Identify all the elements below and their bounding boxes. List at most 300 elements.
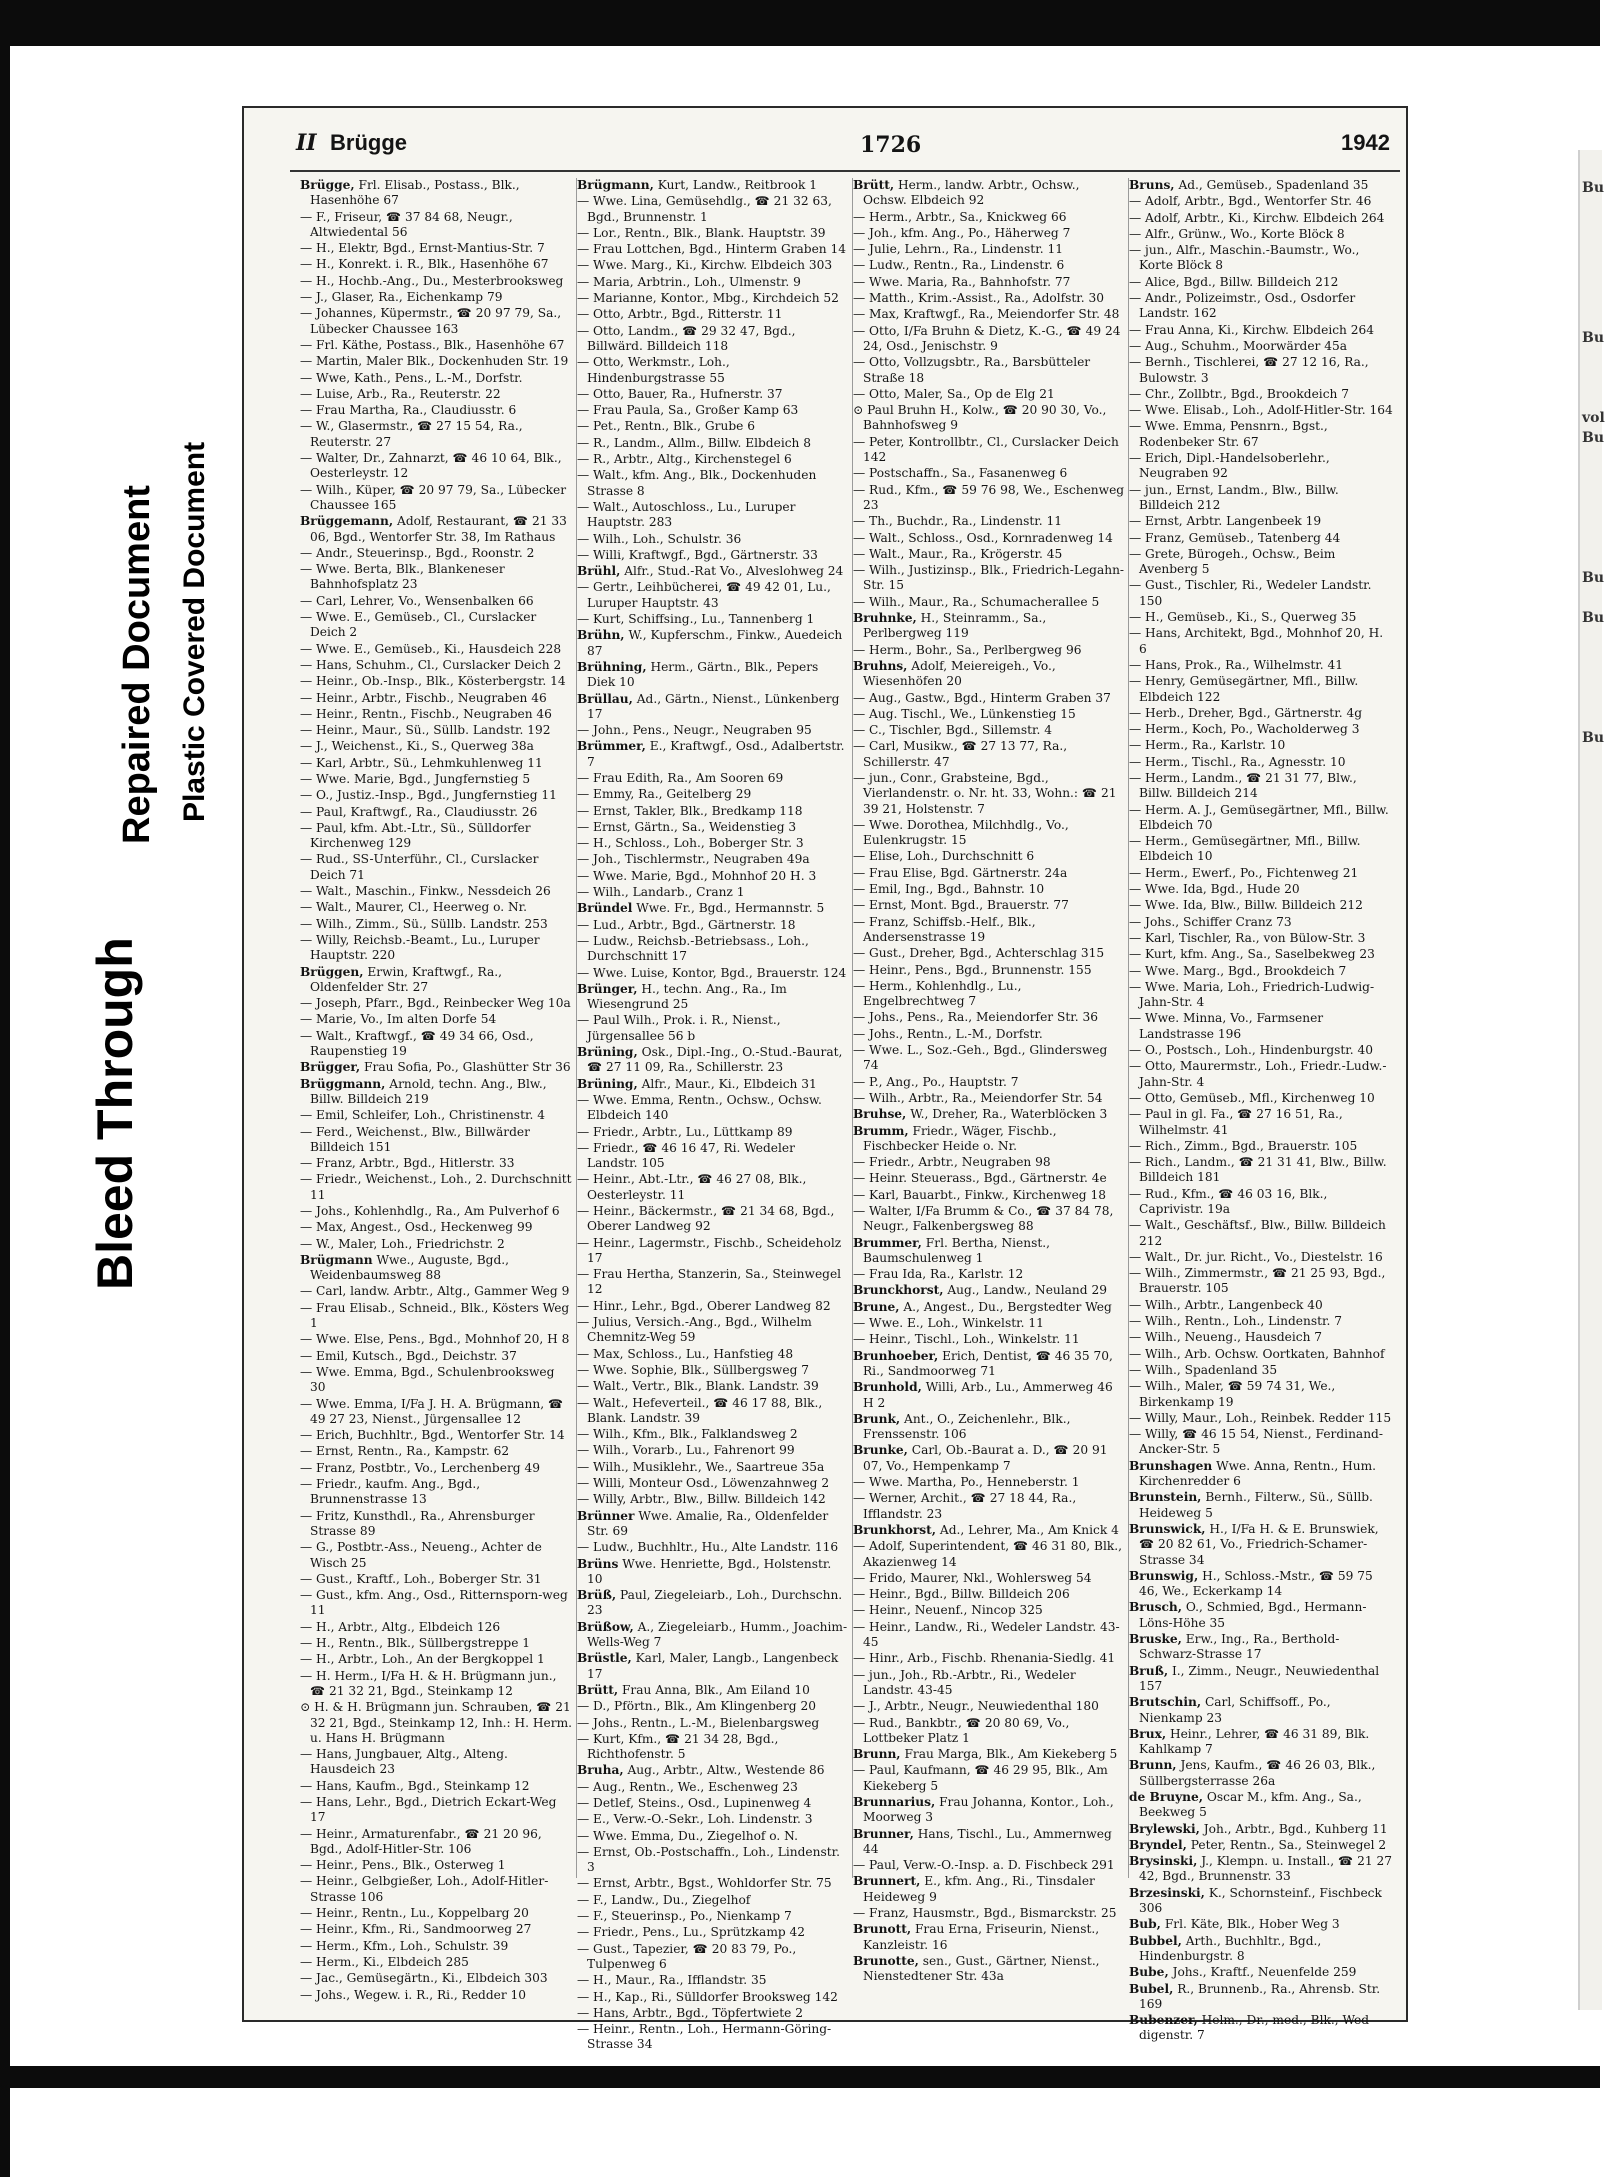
- entry-text: Wwe. Amalie, Ra., Oldenfelder Str. 69: [587, 1508, 829, 1538]
- directory-entry: [853, 1412, 1125, 1443]
- entry-text: — Hinr., Arb., Fischb. Rhenania-Siedlg. 41: [853, 1651, 1116, 1666]
- entry-text: — E., Verw.-O.-Sekr., Loh. Lindenstr. 3: [577, 1812, 813, 1827]
- entry-text: I., Zimm., Neugr., Neuwiedenthal 157: [1139, 1663, 1380, 1693]
- directory-entry: [853, 707, 1125, 722]
- entry-text: — H., Gemüseb., Ki., S., Querweg 35: [1129, 610, 1357, 625]
- directory-entry: [853, 355, 1125, 386]
- directory-entry: [853, 1699, 1125, 1714]
- entry-text: — Wilh., Zimmermstr., ☎ 21 25 93, Bgd., Brauerstr. 105: [1129, 1266, 1386, 1296]
- directory-entry: [853, 531, 1125, 546]
- directory-entry: [1129, 1459, 1393, 1490]
- directory-entry: [853, 514, 1125, 529]
- label-bleed-through: Bleed Through: [87, 937, 143, 1290]
- entry-text: Joh., Arbtr., Bgd., Kuhberg 11: [1203, 1821, 1388, 1836]
- entry-text: — Franz, Arbtr., Bgd., Hitlerstr. 33: [300, 1156, 515, 1171]
- entry-text: — Wilh., Maur., Ra., Schumacherallee 5: [853, 594, 1100, 609]
- directory-entry: [577, 1443, 849, 1458]
- directory-entry: [300, 419, 572, 450]
- entry-text: — Wwe. Marg., Ki., Kirchw. Elbdeich 303: [577, 258, 833, 273]
- directory-entry: [577, 739, 849, 770]
- directory-entry: [1129, 1218, 1393, 1249]
- entry-surname: Brüstle,: [577, 1651, 632, 1666]
- directory-entry: [853, 1188, 1125, 1203]
- directory-entry: [577, 1363, 849, 1378]
- entry-text: — Emil, Kutsch., Bgd., Deichstr. 37: [300, 1348, 517, 1363]
- entry-text: — Wwe. Martha, Po., Henneberstr. 1: [853, 1475, 1080, 1490]
- entry-text: — Walt., Maschin., Finkw., Nessdeich 26: [300, 884, 551, 899]
- directory-entry: [853, 1107, 1125, 1122]
- entry-text: — Wilh., Vorarb., Lu., Fahrenort 99: [577, 1443, 795, 1458]
- entry-text: — Wwe. E., Gemüseb., Cl., Curslacker Deich 2: [300, 610, 537, 640]
- entry-text: — Andr., Polizeimstr., Osd., Osdorfer Landstr. 162: [1129, 291, 1356, 321]
- entry-surname: Brumm,: [853, 1123, 909, 1138]
- entry-text: H., Steinramm., Sa., Perlbergweg 119: [863, 611, 1047, 641]
- entry-text: — Otto, Bauer, Ra., Hufnerstr. 37: [577, 386, 783, 401]
- directory-entry: [853, 1380, 1125, 1411]
- entry-text: A., Ziegeleiarb., Humm., Joachim-Wells-Weg 7: [587, 1619, 848, 1650]
- entry-text: ⊙ Paul Bruhn H., Kolw., ☎ 20 90 30, Vo., Bahnhofsweg 9: [853, 403, 1107, 433]
- directory-entry: [1129, 755, 1393, 770]
- directory-entry: [300, 1922, 572, 1937]
- entry-text: — Ludw., Buchhltr., Hu., Alte Landstr. 116: [577, 1540, 839, 1555]
- directory-entry: [300, 1620, 572, 1635]
- directory-entry: [853, 691, 1125, 706]
- entry-text: — Alice, Bgd., Billw. Billdeich 212: [1129, 274, 1339, 289]
- entry-text: — Peter, Kontrollbtr., Cl., Curslacker Deich 142: [853, 434, 1119, 465]
- directory-entry: [1129, 980, 1393, 1011]
- directory-entry: [1129, 1727, 1393, 1758]
- directory-entry: [1129, 323, 1393, 338]
- entry-text: — Willi, Monteur Osd., Löwenzahnweg 2: [577, 1476, 830, 1491]
- entry-text: sen., Gust., Gärtner, Nienst., Nienstedtener Str. 43a: [863, 1953, 1100, 1984]
- directory-entry: [577, 1125, 849, 1140]
- entry-text: — P., Ang., Po., Hauptstr. 7: [853, 1074, 1019, 1089]
- entry-text: — Kurt, Schiffsing., Lu., Tannenberg 1: [577, 612, 815, 627]
- entry-surname: Brummer,: [853, 1235, 922, 1250]
- directory-entry: [300, 257, 572, 272]
- entry-text: Johs., Kraftf., Neuenfelde 259: [1172, 1965, 1357, 1980]
- directory-entry: [853, 1091, 1125, 1106]
- entry-text: — J., Weichenst., Ki., S., Querweg 38a: [300, 739, 534, 754]
- directory-entry: [853, 1906, 1125, 1921]
- directory-entry: [1129, 722, 1393, 737]
- entry-text: — Wwe. E., Gemüseb., Ki., Hausdeich 228: [300, 641, 562, 656]
- entry-text: — Gust., Tischler, Ri., Wedeler Landstr. 150: [1129, 578, 1372, 608]
- entry-text: — Kurt, Kfm., ☎ 21 34 28, Bgd., Richthofenstr. 5: [577, 1731, 779, 1762]
- directory-entry: [300, 1588, 572, 1619]
- entry-text: — Julius, Versich.-Ang., Bgd., Wilhelm Chemnitz-Weg 59: [577, 1315, 812, 1345]
- directory-entry: [300, 1955, 572, 1970]
- entry-surname: Brunn,: [1129, 1758, 1177, 1773]
- entry-text: Peter, Rentn., Sa., Steinwegel 2: [1190, 1837, 1387, 1852]
- directory-entry: [577, 178, 849, 193]
- entry-text: — Herm. A. J., Gemüsegärtner, Mfl., Billw. Elbdeich 70: [1129, 802, 1389, 832]
- entry-text: — Friedr., Pens., Lu., Sprützkamp 42: [577, 1925, 806, 1940]
- entry-text: — Gust., kfm. Ang., Osd., Ritternsporn-weg 11: [300, 1588, 568, 1618]
- directory-entry: [300, 1988, 572, 2003]
- entry-text: — Wwe. Dorothea, Milchhdlg., Vo., Eulenkrugstr. 15: [853, 817, 1069, 848]
- entry-text: — Wwe. Marg., Bgd., Brookdeich 7: [1129, 963, 1347, 978]
- entry-text: — Rud., Kfm., ☎ 59 76 98, We., Eschenweg 23: [853, 482, 1125, 512]
- directory-entry: [300, 821, 572, 852]
- neighbor-mark: Bu: [1582, 180, 1605, 196]
- entry-text: — Heinr., Arbtr., Fischb., Neugraben 46: [300, 690, 547, 705]
- entry-text: — Gust., Kraftf., Loh., Boberger Str. 31: [300, 1571, 542, 1586]
- directory-entry: [300, 371, 572, 386]
- directory-entry: [1129, 738, 1393, 753]
- directory-entry: [1129, 547, 1393, 578]
- entry-text: H., Schloss.-Mstr., ☎ 59 75 46, We., Eckerkamp 14: [1139, 1568, 1373, 1599]
- directory-entry: [577, 355, 849, 386]
- entry-text: — F., Steuerinsp., Po., Nienkamp 7: [577, 1909, 792, 1924]
- directory-entry: [1129, 1965, 1393, 1980]
- directory-entry: [300, 210, 572, 241]
- entry-text: — Wilh., Maler, ☎ 59 74 31, We., Birkenkamp 19: [1129, 1379, 1336, 1409]
- directory-entry: [300, 1349, 572, 1364]
- entry-text: — Heinr., Gelbgießer, Loh., Adolf-Hitler-Strasse 106: [300, 1874, 549, 1904]
- entry-text: — Hans, Schuhm., Cl., Curslacker Deich 2: [300, 657, 562, 672]
- entry-text: — F., Landw., Du., Ziegelhof: [577, 1892, 751, 1907]
- entry-text: Frau Johanna, Kontor., Loh., Moorweg 3: [863, 1794, 1114, 1825]
- directory-entry: [577, 1990, 849, 2005]
- directory-entry: [300, 1477, 572, 1508]
- entry-text: — Herm., Ra., Karlstr. 10: [1129, 738, 1286, 753]
- entry-text: Ad., Lehrer, Ma., Am Knick 4: [939, 1522, 1119, 1537]
- entry-text: Osk., Dipl.-Ing., O.-Stud.-Baurat, ☎ 27 11 09, Ra., Schillerstr. 23: [587, 1045, 843, 1075]
- directory-entry: [853, 849, 1125, 864]
- directory-entry: [1129, 355, 1393, 386]
- entry-text: — Walt., Vertr., Blk., Blank. Landstr. 39: [577, 1379, 819, 1394]
- neighbor-mark: Bu: [1582, 430, 1605, 446]
- directory-entry: [577, 1829, 849, 1844]
- entry-surname: Bubbel,: [1129, 1933, 1182, 1948]
- directory-entry: [853, 275, 1125, 290]
- entry-text: — Wwe. Else, Pens., Bgd., Mohnhof 20, H 8: [300, 1332, 570, 1347]
- directory-entry: [577, 966, 849, 981]
- entry-text: — Luise, Arb., Ra., Reuterstr. 22: [300, 386, 501, 401]
- entry-text: Aug., Arbtr., Altw., Westende 86: [627, 1763, 825, 1778]
- entry-text: Kurt, Landw., Reitbrook 1: [657, 178, 818, 192]
- entry-surname: Brunke,: [853, 1443, 908, 1458]
- entry-text: — Frl. Käthe, Postass., Blk., Hasenhöhe 67: [300, 337, 565, 352]
- scan-border-left: [0, 0, 10, 2177]
- directory-entry: [853, 178, 1125, 209]
- directory-entry: [577, 1077, 849, 1092]
- entry-text: — Heinr., Lagermstr., Fischb., Scheideholz 17: [577, 1235, 842, 1265]
- directory-entry: [1129, 1569, 1393, 1600]
- entry-surname: Brüggemann,: [300, 514, 394, 529]
- entry-surname: Bubenzer,: [1129, 2013, 1198, 2028]
- entry-text: — Frau Elise, Bgd. Gärtnerstr. 24a: [853, 865, 1068, 880]
- volume-number: II: [296, 130, 317, 156]
- directory-entry: [1129, 339, 1393, 354]
- entry-text: — H., Schloss., Loh., Boberger Str. 3: [577, 836, 804, 851]
- directory-entry: [577, 548, 849, 563]
- entry-text: — Hinr., Lehr., Bgd., Oberer Landweg 82: [577, 1298, 831, 1313]
- directory-entry: [577, 1172, 849, 1203]
- entry-text: Alfr., Stud.-Rat Vo., Alveslohweg 24: [624, 564, 844, 579]
- directory-entry: [1129, 882, 1393, 897]
- entry-text: — Otto, Arbtr., Bgd., Ritterstr. 11: [577, 307, 783, 322]
- entry-surname: Brux,: [1129, 1726, 1167, 1741]
- entry-surname: Bruhnke,: [853, 611, 917, 626]
- directory-entry: [853, 466, 1125, 481]
- entry-text: — Wilh., Arbtr., Ra., Meiendorfer Str. 54: [853, 1090, 1103, 1105]
- directory-entry: [300, 1237, 572, 1252]
- directory-entry: [1129, 1155, 1393, 1186]
- directory-entry: [577, 324, 849, 355]
- entry-text: — Paul, Verw.-O.-Insp. a. D. Fischbeck 291: [853, 1858, 1115, 1873]
- directory-entry: [577, 934, 849, 965]
- entry-text: — Herm., Tischl., Ra., Agnesstr. 10: [1129, 754, 1346, 769]
- entry-surname: Brügger,: [300, 1060, 361, 1075]
- directory-entry: [577, 436, 849, 451]
- directory-entry: [853, 403, 1125, 434]
- directory-entry: [1129, 514, 1393, 529]
- entry-text: Helm., Dr., med., Blk., Wed digenstr. 7: [1139, 2013, 1370, 2043]
- directory-entry: [300, 658, 572, 673]
- directory-entry: [577, 500, 849, 531]
- entry-text: — Joh., kfm. Ang., Po., Häherweg 7: [853, 225, 1071, 240]
- entry-text: — Wwe. Marie, Bgd., Jungfernstieg 5: [300, 771, 531, 786]
- entry-text: — Lor., Rentn., Blk., Blank. Hauptstr. 39: [577, 225, 826, 240]
- directory-entry: [853, 946, 1125, 961]
- entry-text: — Otto, Maler, Sa., Op de Elg 21: [853, 386, 1055, 401]
- directory-entry: [300, 451, 572, 482]
- directory-entry: [1129, 1330, 1393, 1345]
- entry-text: — Maria, Arbtrin., Loh., Ulmenstr. 9: [577, 274, 801, 289]
- entry-text: — W., Glasermstr., ☎ 27 15 54, Ra., Reuterstr. 27: [300, 419, 523, 449]
- entry-text: — Willy, Reichsb.-Beamt., Lu., Luruper Hauptstr. 220: [300, 932, 540, 963]
- directory-entry: [300, 241, 572, 256]
- directory-entry: [853, 1874, 1125, 1905]
- entry-text: Heinr., Lehrer, ☎ 46 31 89, Blk. Kahlkamp 7: [1139, 1726, 1370, 1757]
- entry-text: — Wilh., Landarb., Cranz 1: [577, 885, 745, 900]
- directory-entry: [853, 723, 1125, 738]
- directory-entry: [853, 1922, 1125, 1953]
- directory-entry: [1129, 1522, 1393, 1568]
- directory-entry: [300, 1204, 572, 1219]
- page-header: [290, 130, 1400, 172]
- entry-text: W., Dreher, Ra., Waterblöcken 3: [910, 1107, 1108, 1122]
- directory-entry: [1129, 1632, 1393, 1663]
- entry-text: — Th., Buchdr., Ra., Lindenstr. 11: [853, 514, 1062, 529]
- directory-entry: [577, 1045, 849, 1076]
- entry-text: Oscar M., kfm. Ang., Sa., Beekweg 5: [1139, 1789, 1362, 1820]
- entry-text: — jun., Ernst, Landm., Blw., Billw. Billdeich 212: [1129, 482, 1339, 512]
- entry-text: — D., Pförtn., Blk., Am Klingenberg 20: [577, 1699, 816, 1714]
- directory-entry: [577, 771, 849, 786]
- directory-entry: [1129, 578, 1393, 609]
- entry-text: — Frau Martha, Ra., Claudiusstr. 6: [300, 403, 517, 418]
- entry-text: — Frau Edith, Ra., Am Sooren 69: [577, 770, 784, 785]
- entry-text: — Henry, Gemüsegärtner, Mfl., Billw. Elbdeich 122: [1129, 674, 1359, 704]
- entry-text: — Johs., Kohlenhdlg., Ra., Am Pulverhof 6: [300, 1204, 560, 1218]
- entry-text: — Gertr., Leihbücherei, ☎ 49 42 01, Lu., Luruper Hauptstr. 43: [577, 580, 831, 610]
- entry-text: — Max, Schloss., Lu., Hanfstieg 48: [577, 1346, 794, 1361]
- entry-text: — Frido, Maurer, Nkl., Wohlersweg 54: [853, 1570, 1092, 1585]
- directory-entry: [577, 403, 849, 418]
- entry-text: — Ludw., Rentn., Ra., Lindenstr. 6: [853, 258, 1065, 273]
- directory-entry: [577, 1683, 849, 1698]
- entry-text: — Chr., Zollbtr., Bgd., Brookdeich 7: [1129, 386, 1349, 401]
- entry-text: — Friedr., Weichenst., Loh., 2. Durchschnitt 11: [300, 1172, 572, 1202]
- entry-text: Erwin, Kraftwgf., Ra., Oldenfelder Str. 27: [310, 964, 503, 994]
- entry-text: — Hans, Jungbauer, Altg., Alteng. Hausdeich 23: [300, 1747, 508, 1777]
- directory-entry: [853, 1587, 1125, 1602]
- directory-entry: [853, 1651, 1125, 1666]
- entry-text: — Willi, Kraftwgf., Bgd., Gärtnerstr. 33: [577, 547, 818, 562]
- directory-entry: [1129, 1822, 1393, 1837]
- entry-text: — Wwe. Emma, Du., Ziegelhof o. N.: [577, 1828, 798, 1843]
- directory-entry: [1129, 1347, 1393, 1362]
- entry-text: Erw., Ing., Ra., Berthold-Schwarz-Strasse 17: [1139, 1632, 1340, 1662]
- entry-text: — R., Arbtr., Altg., Kirchenstegel 6: [577, 452, 792, 467]
- directory-entry: [1129, 1059, 1393, 1090]
- neighbor-mark: Bu: [1582, 330, 1605, 346]
- entry-text: — H., Kap., Ri., Sülldorfer Brooksweg 142: [577, 1989, 838, 2004]
- entry-text: Alfr., Maur., Ki., Elbdeich 31: [641, 1076, 817, 1091]
- entry-text: Frau Anna, Blk., Am Eiland 10: [621, 1682, 810, 1697]
- directory-entry: [300, 306, 572, 337]
- entry-text: — Otto, Vollzugsbtr., Ra., Barsbütteler Straße 18: [853, 355, 1091, 385]
- directory-entry: [577, 1476, 849, 1491]
- entry-surname: Brysinski,: [1129, 1854, 1198, 1869]
- entry-text: — Wilh., Küper, ☎ 20 97 79, Sa., Lübecker Chaussee 165: [300, 482, 567, 512]
- entry-text: — Hans, Kaufm., Bgd., Steinkamp 12: [300, 1778, 530, 1793]
- entry-text: E., Kraftwgf., Osd., Adalbertstr. 7: [587, 739, 845, 769]
- directory-entry: [300, 1700, 572, 1746]
- directory-entry: [300, 852, 572, 883]
- directory-entry: [1129, 931, 1393, 946]
- directory-entry: [853, 1332, 1125, 1347]
- entry-surname: Brune,: [853, 1299, 900, 1314]
- entry-surname: Brunswick,: [1129, 1521, 1206, 1536]
- directory-entry: [853, 563, 1125, 594]
- entry-text: — Karl, Arbtr., Sü., Lehmkuhlenweg 11: [300, 755, 543, 770]
- entry-text: — Wwe. Lina, Gemüsehdlg., ☎ 21 32 63, Bgd., Brunnenstr. 1: [577, 194, 832, 224]
- directory-entry: [300, 1301, 572, 1332]
- directory-entry: [577, 1315, 849, 1346]
- entry-text: — Wwe. Maria, Loh., Friedrich-Ludwig-Jahn-Str. 4: [1129, 979, 1375, 1010]
- entry-text: — Heinr., Abt.-Ltr., ☎ 46 27 08, Blk., Oesterleystr. 11: [577, 1172, 807, 1202]
- entry-text: — Jac., Gemüsegärtn., Ki., Elbdeich 303: [300, 1971, 548, 1986]
- entry-text: — O., Justiz.-Insp., Bgd., Jungfernstieg 11: [300, 788, 557, 803]
- directory-entry: [577, 723, 849, 738]
- entry-text: — Max, Kraftwgf., Ra., Meiendorfer Str. 48: [853, 307, 1120, 322]
- entry-text: — Heinr., Pens., Blk., Osterweg 1: [300, 1858, 506, 1873]
- entry-text: — H., Arbtr., Loh., An der Bergkoppel 1: [300, 1652, 545, 1667]
- directory-entry: [853, 1300, 1125, 1315]
- entry-text: — Wwe. Ida, Blw., Billw. Billdeich 212: [1129, 898, 1363, 913]
- entry-text: — jun., Joh., Rb.-Arbtr., Ri., Wedeler Landstr. 43-45: [853, 1667, 1076, 1697]
- entry-text: — Heinr., Bgd., Billw. Billdeich 206: [853, 1587, 1070, 1602]
- entry-text: — H., Maur., Ra., Ifflandstr. 35: [577, 1973, 767, 1988]
- entry-text: — H., Hochb.-Ang., Du., Mesterbrooksweg: [300, 273, 564, 288]
- entry-text: Friedr., Wäger, Fischb., Fischbecker Heide o. Nr.: [863, 1123, 1057, 1153]
- entry-surname: Brunn,: [853, 1747, 901, 1762]
- entry-text: — Walt., Autoschloss., Lu., Luruper Hauptstr. 283: [577, 499, 796, 530]
- directory-entry: [853, 1795, 1125, 1826]
- directory-entry: [577, 820, 849, 835]
- entry-surname: Brzesinski,: [1129, 1885, 1205, 1900]
- entry-text: — C., Tischler, Bgd., Sillemstr. 4: [853, 723, 1053, 738]
- directory-entry: [1129, 1854, 1393, 1885]
- entry-surname: Brüning,: [577, 1045, 638, 1060]
- entry-text: W., Kupferschm., Finkw., Auedeich 87: [587, 628, 843, 658]
- entry-text: Frau Erna, Friseurin, Nienst., Kanzleistr. 16: [863, 1922, 1100, 1952]
- label-repaired-document: Repaired Document: [116, 485, 158, 844]
- directory-entry: [853, 1475, 1125, 1490]
- entry-text: — Wwe. L., Soz.-Geh., Bgd., Glindersweg 74: [853, 1043, 1108, 1073]
- directory-entry: [853, 258, 1125, 273]
- entry-text: — Wwe. Elisab., Loh., Adolf-Hitler-Str. 164: [1129, 403, 1393, 418]
- directory-entry: [1129, 1011, 1393, 1042]
- directory-entry: [300, 1284, 572, 1299]
- directory-entry: [300, 514, 572, 545]
- entry-surname: Brügmann: [300, 1252, 373, 1267]
- entry-text: — Heinr., Rentn., Fischb., Neugraben 46: [300, 706, 552, 721]
- directory-entry: [577, 1347, 849, 1362]
- directory-entry: [300, 1220, 572, 1235]
- directory-entry: [1129, 403, 1393, 418]
- directory-entry: [577, 1942, 849, 1973]
- entry-text: — Johs., Wegew. i. R., Ri., Redder 10: [300, 1987, 527, 2002]
- entry-surname: Brunhold,: [853, 1380, 922, 1395]
- entry-surname: Brütt,: [577, 1682, 619, 1697]
- entry-text: — Heinr., Rentn., Loh., Hermann-Göring-Strasse 34: [577, 2022, 832, 2052]
- directory-entry: [853, 1155, 1125, 1170]
- directory-entry: [1129, 531, 1393, 546]
- entry-text: — jun., Conr., Grabsteine, Bgd., Vierlandenstr. o. Nr. ht. 33, Wohn.: ☎ 21 39 21, Holstenstr. 7: [853, 770, 1117, 816]
- entry-text: — Herm., Landm., ☎ 21 31 77, Blw., Billw. Billdeich 214: [1129, 770, 1357, 801]
- neighbor-mark: vol: [1582, 410, 1605, 426]
- entry-text: J., Klempn. u. Install., ☎ 21 27 42, Bgd., Brunnenstr. 33: [1139, 1854, 1392, 1884]
- entry-text: — Marianne, Kontor., Mbg., Kirchdeich 52: [577, 291, 839, 306]
- entry-text: — Heinr., Kfm., Ri., Sandmoorweg 27: [300, 1922, 532, 1937]
- directory-entry: [577, 291, 849, 306]
- entry-text: — Herb., Dreher, Bgd., Gärtnerstr. 4g: [1129, 705, 1362, 720]
- entry-text: — Walt., kfm. Ang., Blk., Dockenhuden Strasse 8: [577, 468, 817, 498]
- entry-text: — Max, Angest., Osd., Heckenweg 99: [300, 1220, 533, 1235]
- entry-surname: Brüllau,: [577, 691, 633, 706]
- entry-text: — Herm., Ki., Elbdeich 285: [300, 1954, 469, 1969]
- directory-entry: [1129, 1314, 1393, 1329]
- directory-entry: [577, 852, 849, 867]
- directory-entry: [300, 1108, 572, 1123]
- neighbor-mark: Bu: [1582, 610, 1605, 626]
- entry-text: Hans, Tischl., Lu., Ammernweg 44: [863, 1826, 1112, 1856]
- entry-text: — Otto, Werkmstr., Loh., Hindenburgstrasse 55: [577, 355, 730, 385]
- directory-entry: [853, 1124, 1125, 1155]
- directory-entry: [577, 982, 849, 1013]
- entry-text: — Wilh., Neueng., Hausdeich 7: [1129, 1330, 1323, 1345]
- directory-entry: [300, 1795, 572, 1826]
- entry-text: — Otto, Landm., ☎ 29 32 47, Bgd., Billwärd. Billdeich 118: [577, 323, 796, 353]
- directory-entry: [853, 1763, 1125, 1794]
- entry-text: Adolf, Restaurant, ☎ 21 33 06, Bgd., Wentorfer Str. 38, Im Rathaus: [310, 514, 567, 544]
- entry-text: — Rich., Landm., ☎ 21 31 41, Blw., Billw. Billdeich 181: [1129, 1155, 1387, 1185]
- entry-text: — Wwe, Kath., Pens., L.-M., Dorfstr.: [300, 370, 523, 385]
- directory-entry: [853, 915, 1125, 946]
- entry-text: — Ernst, Ob.-Postschaffn., Loh., Lindenstr. 3: [577, 1844, 840, 1875]
- directory-entry: [853, 1523, 1125, 1538]
- directory-entry: [853, 547, 1125, 562]
- directory-entry: [577, 918, 849, 933]
- directory-entry: [577, 194, 849, 225]
- entry-text: — Heinr., Ob.-Insp., Blk., Kösterbergstr. 14: [300, 674, 566, 689]
- directory-entry: [1129, 1790, 1393, 1821]
